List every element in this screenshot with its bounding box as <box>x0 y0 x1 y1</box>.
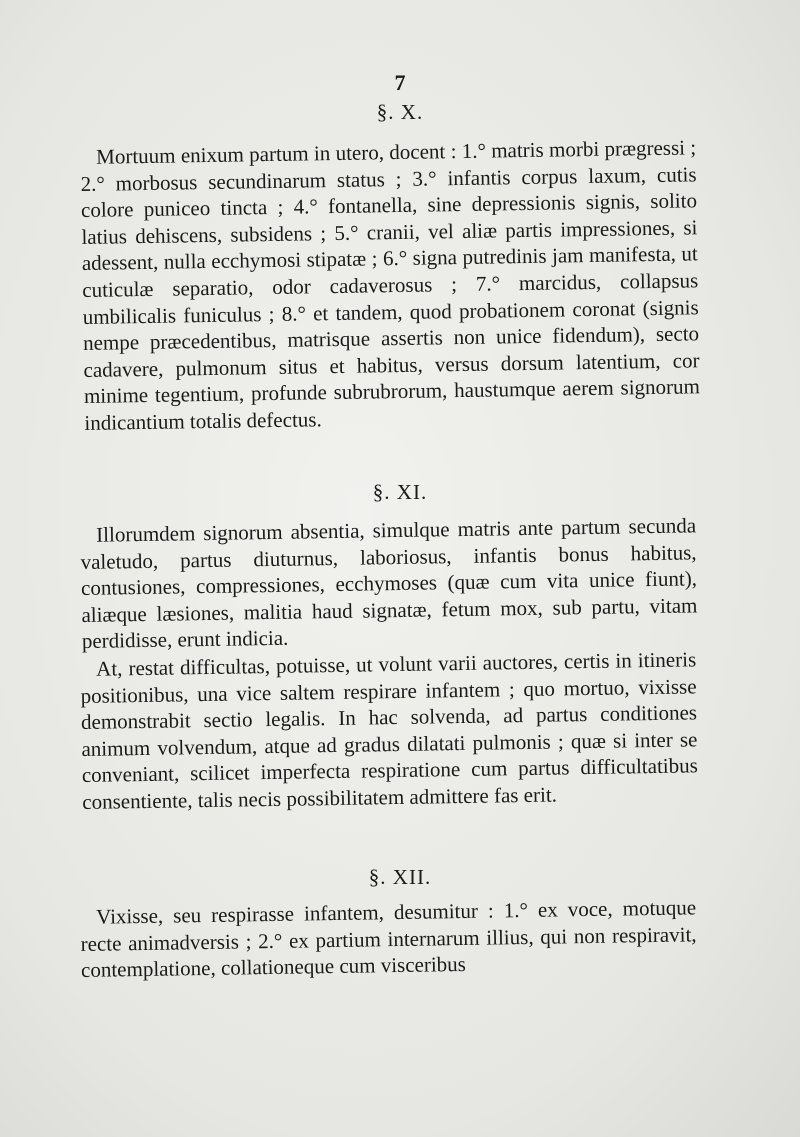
section-xi-paragraph-2: At, restat difficultas, potuisse, ut volunt varii auctores, certis in itineris positionibus, una vice saltem respirare infantem ; quo mortuo, vixisse demonstrabit sectio legalis. In hac solvenda, ad partus conditiones animum volvendum, atque ad gradus dilatati pulmonis ; quæ si inter se conveniant, scilicet imperfecta respiratione cum partus difficultatibus consentiente, talis necis possibilitatem admittere fas erit. <box>80 647 698 814</box>
section-x-body <box>80 135 701 437</box>
section-xi-paragraph-1: Illorumdem signorum absentia, simulque matris ante partum secunda valetudo, partus diuturnus, laboriosus, infantis bonus habitus, contusiones, compressiones, ecchymoses (quæ cum vita unice fiunt), aliæque læsiones, malitia haud signatæ, fetum mox, sub partu, vitam perdidisse, erunt indicia. <box>80 513 698 654</box>
section-xii-body <box>80 895 697 984</box>
page-number: 7 <box>394 70 406 95</box>
section-heading-xii: §. XII. <box>368 865 432 889</box>
section-x-paragraph: Mortuum enixum partum in utero, docent : 1.° matris morbi prægressi ; 2.° morbosus secundinarum status ; 3.° infantis corpus laxum, cutis colore puniceo tincta ; 4.° fontanella, sine depressionis signis, solito latius dehiscens, subsidens ; 5.° cranii, vel aliæ partis impressiones, si adessent, nulla ecchymosi stipatæ ; 6.° signa putredinis jam manifesta, ut cuticulæ separatio, odor cadaverosus ; 7.° marcidus, collapsus umbilicalis funiculus ; 8.° et tandem, quod probationem coronat (signis nempe præcedentibus, matrisque assertis non unice fidendum), secto cadavere, pulmonum situs et habitus, versus dorsum latentium, cor minime tegentium, profunde subrubrorum, haustumque aerem signorum indicantium totalis defectus. <box>80 135 701 435</box>
section-xi-body-2 <box>80 647 698 816</box>
section-heading-xi: §. XI. <box>372 480 428 504</box>
section-xi-body <box>80 513 698 655</box>
section-xii-paragraph: Vixisse, seu respirasse infantem, desumitur : 1.° ex voce, motuque recte animadversis ; 2.° ex partium internarum illius, qui non respiravit, contemplatione, collationeque cum visceribus <box>80 895 697 983</box>
section-heading-x: §. X. <box>376 100 424 124</box>
